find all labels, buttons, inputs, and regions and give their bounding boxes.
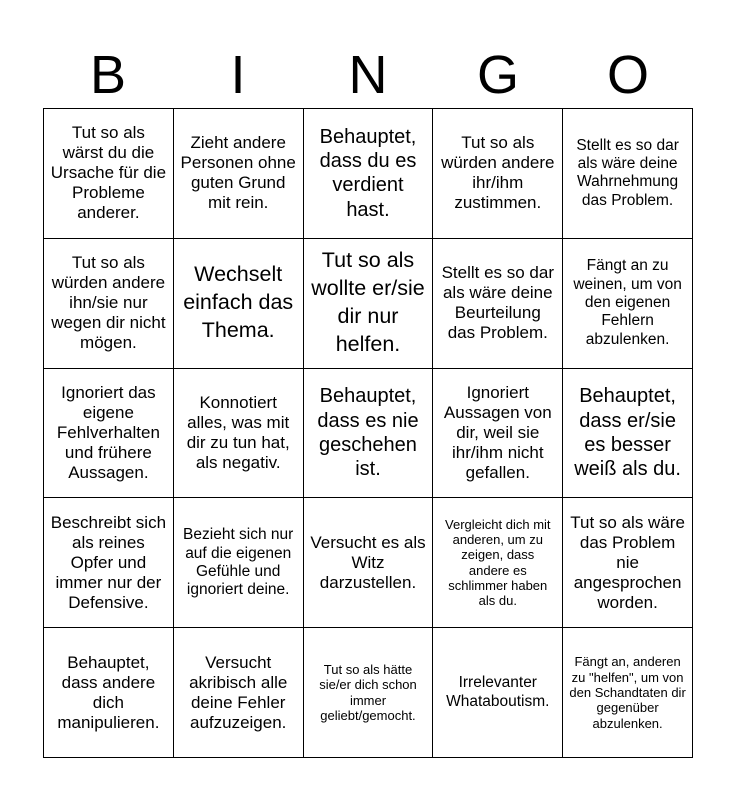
bingo-cell-2-3[interactable]: Tut so als wollte er/sie dir nur helfen. — [304, 239, 434, 369]
bingo-grid — [43, 108, 693, 758]
bingo-cell-1-3[interactable]: Behauptet, dass du es verdient hast. — [304, 109, 434, 239]
bingo-cell-3-1[interactable]: Ignoriert das eigene Fehlverhalten und frühere Aussagen. — [44, 369, 174, 499]
bingo-cell-5-2[interactable]: Versucht akribisch alle deine Fehler aufzuzeigen. — [174, 628, 304, 758]
bingo-cell-5-5[interactable]: Fängt an, anderen zu "helfen", um von den Schandtaten dir gegenüber abzulenken. — [563, 628, 693, 758]
bingo-cell-3-3[interactable]: Behauptet, dass es nie geschehen ist. — [304, 369, 434, 499]
header-letter-g: G — [476, 45, 519, 105]
bingo-cell-1-5[interactable]: Stellt es so dar als wäre deine Wahrnehmung das Problem. — [563, 109, 693, 239]
bingo-cell-3-4[interactable]: Ignoriert Aussagen von dir, weil sie ihr/ihm nicht gefallen. — [433, 369, 563, 499]
bingo-cell-3-5[interactable]: Behauptet, dass er/sie es besser weiß als du. — [563, 369, 693, 499]
bingo-cell-4-1[interactable]: Beschreibt sich als reines Opfer und immer nur der Defensive. — [44, 498, 174, 628]
header-letter-o: O — [606, 45, 649, 105]
header-letter-n: N — [348, 45, 388, 105]
bingo-cell-2-1[interactable]: Tut so als würden andere ihn/sie nur wegen dir nicht mögen. — [44, 239, 174, 369]
bingo-cell-5-3[interactable]: Tut so als hätte sie/er dich schon immer geliebt/gemocht. — [304, 628, 434, 758]
bingo-cell-2-5[interactable]: Fängt an zu weinen, um von den eigenen Fehlern abzulenken. — [563, 239, 693, 369]
bingo-header — [43, 44, 693, 106]
bingo-cell-2-2[interactable]: Wechselt einfach das Thema. — [174, 239, 304, 369]
bingo-cell-4-3[interactable]: Versucht es als Witz darzustellen. — [304, 498, 434, 628]
bingo-cell-1-4[interactable]: Tut so als würden andere ihr/ihm zustimmen. — [433, 109, 563, 239]
bingo-cell-1-2[interactable]: Zieht andere Personen ohne guten Grund mit rein. — [174, 109, 304, 239]
bingo-cell-4-4[interactable]: Vergleicht dich mit anderen, um zu zeigen, dass andere es schlimmer haben als du. — [433, 498, 563, 628]
bingo-cell-5-4[interactable]: Irrelevanter Whataboutism. — [433, 628, 563, 758]
header-letter-i: I — [230, 45, 246, 105]
bingo-cell-1-1[interactable]: Tut so als wärst du die Ursache für die Probleme anderer. — [44, 109, 174, 239]
bingo-cell-2-4[interactable]: Stellt es so dar als wäre deine Beurteilung das Problem. — [433, 239, 563, 369]
bingo-cell-5-1[interactable]: Behauptet, dass andere dich manipulieren. — [44, 628, 174, 758]
bingo-cell-4-5[interactable]: Tut so als wäre das Problem nie angesprochen worden. — [563, 498, 693, 628]
header-letter-b: B — [89, 45, 127, 105]
bingo-cell-3-2[interactable]: Konnotiert alles, was mit dir zu tun hat, als negativ. — [174, 369, 304, 499]
bingo-cell-4-2[interactable]: Bezieht sich nur auf die eigenen Gefühle und ignoriert deine. — [174, 498, 304, 628]
